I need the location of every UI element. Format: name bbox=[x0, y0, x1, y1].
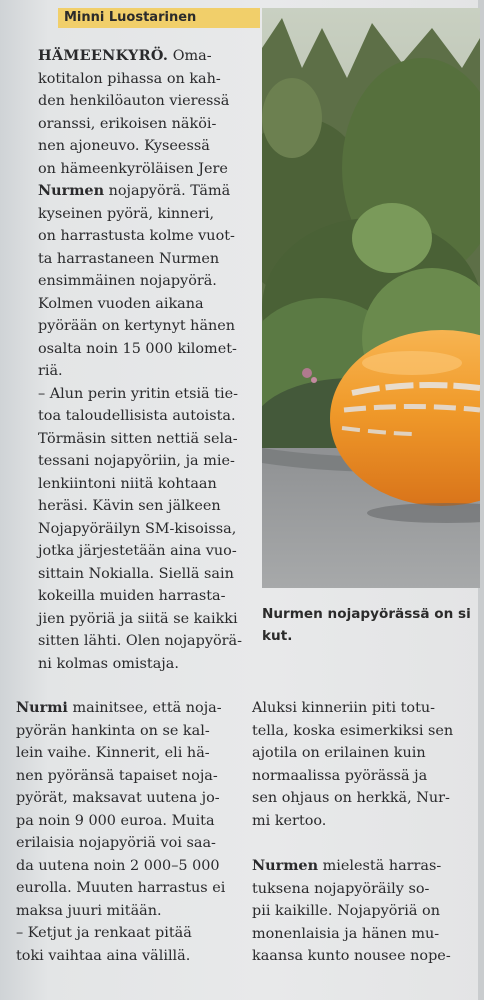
body-line: erilaisia nojapyöriä voi saa- bbox=[16, 835, 216, 851]
article-column-3 bbox=[252, 697, 478, 968]
quote-line: heräsi. Kävin sen jälkeen bbox=[38, 498, 221, 514]
quote-line: kokeilla muiden harrasta- bbox=[38, 588, 226, 604]
lead-line: osalta noin 15 000 kilomet- bbox=[38, 340, 237, 357]
body-line: nen pyöränsä tapaiset noja- bbox=[16, 767, 218, 784]
quote-line: Törmäsin sitten nettiä sela- bbox=[38, 430, 238, 447]
body-line: – Ketjut ja renkaat pitää bbox=[16, 925, 192, 941]
lead-line: Kolmen vuoden aikana bbox=[38, 295, 204, 312]
body-paragraph bbox=[252, 697, 478, 832]
paragraph-gap bbox=[252, 832, 478, 855]
quote-line: lenkiintoni niitä kohtaan bbox=[38, 475, 217, 492]
body-line: Aluksi kinneriin piti totu- bbox=[252, 700, 435, 716]
article-column-1 bbox=[38, 45, 248, 675]
body-line: lein vaihe. Kinnerit, eli hä- bbox=[16, 745, 210, 761]
quote-line: jien pyöriä ja siitä se kaikki bbox=[38, 610, 238, 627]
body-line: ajotila on erilainen kuin bbox=[252, 745, 426, 761]
body-line: pyörän hankinta on se kal- bbox=[16, 722, 210, 739]
article-column-2 bbox=[16, 697, 244, 967]
body-line: maksa juuri mitään. bbox=[16, 902, 162, 919]
lead-line: ta harrastaneen Nurmen bbox=[38, 250, 220, 267]
quote-line: sitten lähti. Olen nojapyörä- bbox=[38, 633, 242, 649]
person-name: Nurmen bbox=[38, 182, 105, 199]
quote-line: sittain Nokialla. Siellä sain bbox=[38, 565, 234, 582]
photo-caption bbox=[262, 603, 484, 647]
place-name: HÄMEENKYRÖ. bbox=[38, 47, 169, 64]
lead-line: ensimmäinen nojapyörä. bbox=[38, 273, 217, 289]
caption-line: kut. bbox=[262, 628, 293, 644]
person-name: Nurmi bbox=[16, 699, 68, 716]
lead-line: on harrastusta kolme vuot- bbox=[38, 228, 235, 244]
body-line: mi kertoo. bbox=[252, 812, 327, 829]
caption-line: Nurmen nojapyörässä on si bbox=[262, 606, 471, 622]
lead-line: nen ajoneuvo. Kyseessä bbox=[38, 138, 210, 154]
body-paragraph bbox=[252, 855, 478, 968]
quote-line: jotka järjestetään aina vuo- bbox=[38, 543, 237, 559]
quote-paragraph bbox=[38, 383, 248, 676]
body-paragraph bbox=[16, 697, 244, 967]
recumbent-bike-photo bbox=[262, 8, 480, 588]
body-line: toki vaihtaa aina välillä. bbox=[16, 947, 191, 964]
lead-line: oranssi, erikoisen näköi- bbox=[38, 115, 217, 132]
lead-line: kyseinen pyörä, kinneri, bbox=[38, 205, 215, 222]
quote-line: toa taloudellisista autoista. bbox=[38, 408, 236, 424]
quote-line: ni kolmas omistaja. bbox=[38, 655, 179, 672]
body-line: da uutena noin 2 000–5 000 bbox=[16, 857, 220, 874]
lead-line: on hämeenkyröläisen Jere bbox=[38, 160, 228, 177]
quote-line: – Alun perin yritin etsiä tie- bbox=[38, 385, 238, 402]
quote-line: tessani nojapyöriin, ja mie- bbox=[38, 453, 235, 469]
quote-line: Nojapyöräilyn SM-kisoissa, bbox=[38, 520, 237, 537]
body-line: sen ohjaus on herkkä, Nur- bbox=[252, 790, 450, 806]
lead-line: pyörään on kertynyt hänen bbox=[38, 318, 236, 334]
lead-line: den henkilöauton vieressä bbox=[38, 93, 230, 109]
person-name: Nurmen bbox=[252, 857, 319, 874]
body-line: mielestä harras- bbox=[318, 858, 442, 874]
body-line: tuksena nojapyöräily so- bbox=[252, 880, 430, 897]
body-line: eurolla. Muuten harrastus ei bbox=[16, 880, 226, 896]
body-line: mainitsee, että noja- bbox=[67, 700, 222, 716]
body-line: pyörät, maksavat uutena jo- bbox=[16, 790, 220, 806]
body-line: pa noin 9 000 euroa. Muita bbox=[16, 812, 215, 829]
author-byline: Minni Luostarinen bbox=[58, 8, 260, 28]
lead-line: riä. bbox=[38, 363, 63, 379]
lead-paragraph bbox=[38, 45, 248, 383]
lead-line: nojapyörä. Tämä bbox=[108, 183, 231, 199]
body-line: pii kaikille. Nojapyöriä on bbox=[252, 903, 440, 919]
lead-line: Oma- bbox=[172, 48, 212, 64]
body-line: kaansa kunto nousee nope- bbox=[252, 948, 451, 964]
body-line: normaalissa pyörässä ja bbox=[252, 767, 428, 784]
lead-line: kotitalon pihassa on kah- bbox=[38, 70, 221, 87]
body-line: tella, koska esimerkiksi sen bbox=[252, 722, 454, 739]
body-line: monenlaisia ja hänen mu- bbox=[252, 925, 440, 942]
